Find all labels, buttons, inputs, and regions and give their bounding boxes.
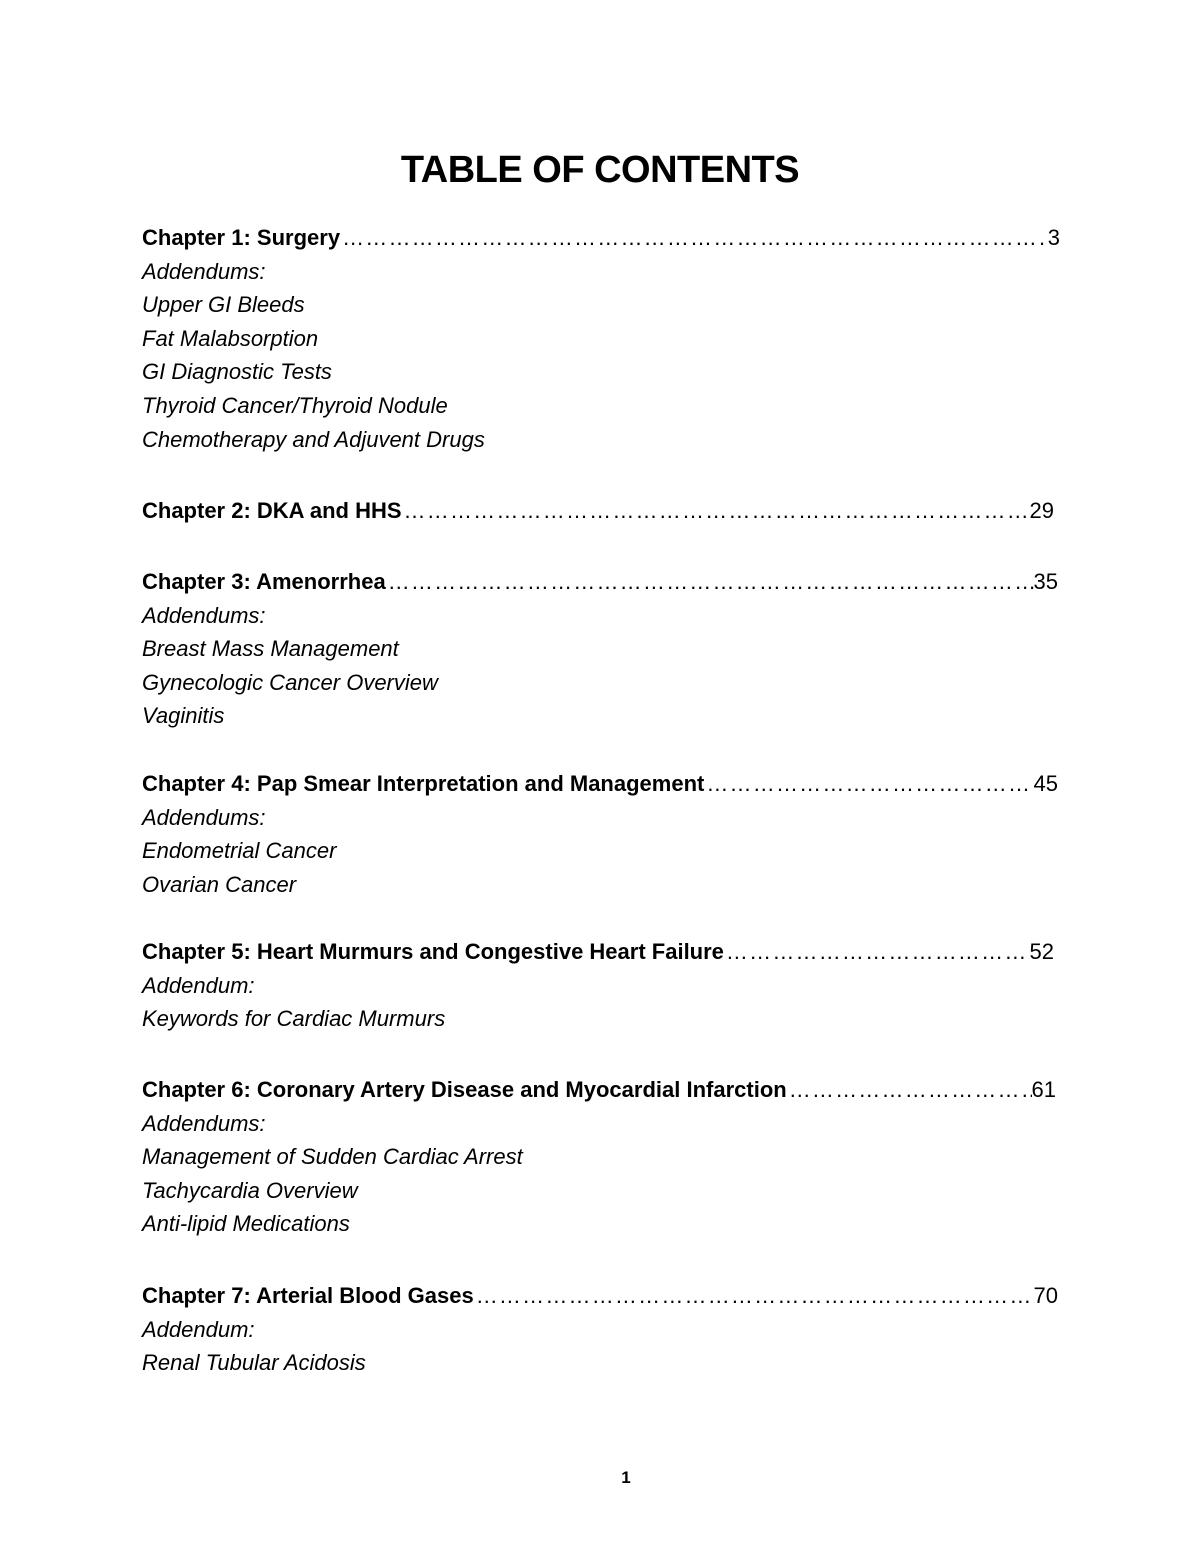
addendum-item: Vaginitis xyxy=(142,703,225,729)
chapter-title: Chapter 5: Heart Murmurs and Congestive Heart Failure xyxy=(142,939,724,964)
addendum-item: Management of Sudden Cardiac Arrest xyxy=(142,1144,523,1170)
chapter-heading[interactable] xyxy=(142,494,1054,528)
chapter-title: Chapter 4: Pap Smear Interpretation and Management xyxy=(142,771,705,796)
addendum-label: Addendums: xyxy=(142,804,266,830)
chapter-heading[interactable] xyxy=(142,935,1054,969)
addendum-label: Addendums: xyxy=(142,1110,266,1136)
toc-entry-chapter-3 xyxy=(142,565,1058,733)
dot-leader xyxy=(724,935,1030,969)
addendum-item: Endometrial Cancer xyxy=(142,838,337,864)
addendum-label: Addendums: xyxy=(142,258,266,284)
chapter-page-number: 52 xyxy=(1029,939,1054,964)
addendum-item: Renal Tubular Acidosis xyxy=(142,1350,366,1376)
toc-entry-chapter-1 xyxy=(142,221,1060,456)
toc-entry-chapter-2 xyxy=(142,494,1054,528)
chapter-page-number: 70 xyxy=(1033,1283,1058,1308)
chapter-heading[interactable] xyxy=(142,221,1060,255)
chapter-title: Chapter 1: Surgery xyxy=(142,225,341,250)
dot-leader xyxy=(787,1073,1032,1107)
toc-entry-chapter-4 xyxy=(142,767,1058,901)
chapter-heading[interactable] xyxy=(142,1073,1056,1107)
addendum-item: Keywords for Cardiac Murmurs xyxy=(142,1006,446,1032)
chapter-heading[interactable] xyxy=(142,1279,1058,1313)
page-number: 1 xyxy=(621,1468,631,1487)
chapter-page-number: 29 xyxy=(1029,498,1054,523)
chapter-page-number: 35 xyxy=(1033,569,1058,594)
dot-leader xyxy=(474,1279,1034,1313)
chapter-heading[interactable] xyxy=(142,565,1058,599)
addendum-item: Tachycardia Overview xyxy=(142,1177,358,1203)
addendum-item: Breast Mass Management xyxy=(142,636,399,662)
addendum-item: Fat Malabsorption xyxy=(142,325,319,351)
page-title: TABLE OF CONTENTS xyxy=(400,149,800,191)
addendum-label: Addendums: xyxy=(142,602,266,628)
chapter-title: Chapter 2: DKA and HHS xyxy=(142,498,402,523)
toc-entry-chapter-5 xyxy=(142,935,1054,1036)
dot-leader xyxy=(402,494,1030,528)
toc-entry-chapter-6 xyxy=(142,1073,1056,1241)
chapter-title: Chapter 3: Amenorrhea xyxy=(142,569,386,594)
addendum-item: Ovarian Cancer xyxy=(142,871,297,897)
toc-entry-chapter-7 xyxy=(142,1279,1058,1380)
addendum-item: Thyroid Cancer/Thyroid Nodule xyxy=(142,392,448,418)
addendum-item: Anti-lipid Medications xyxy=(142,1211,350,1237)
addendum-label: Addendum: xyxy=(142,972,255,998)
chapter-page-number: 61 xyxy=(1031,1077,1056,1102)
dot-leader xyxy=(340,221,1048,255)
addendum-label: Addendum: xyxy=(142,1316,255,1342)
chapter-title: Chapter 7: Arterial Blood Gases xyxy=(142,1283,474,1308)
addendum-item: Gynecologic Cancer Overview xyxy=(142,669,438,695)
addendum-item: GI Diagnostic Tests xyxy=(142,359,332,385)
dot-leader xyxy=(386,565,1034,599)
addendum-item: Upper GI Bleeds xyxy=(142,292,305,318)
chapter-title: Chapter 6: Coronary Artery Disease and Myocardial Infarction xyxy=(142,1077,787,1102)
chapter-page-number: 3 xyxy=(1047,225,1060,250)
chapter-heading[interactable] xyxy=(142,767,1058,801)
addendum-item: Chemotherapy and Adjuvent Drugs xyxy=(142,426,485,452)
dot-leader xyxy=(704,767,1033,801)
chapter-page-number: 45 xyxy=(1033,771,1058,796)
